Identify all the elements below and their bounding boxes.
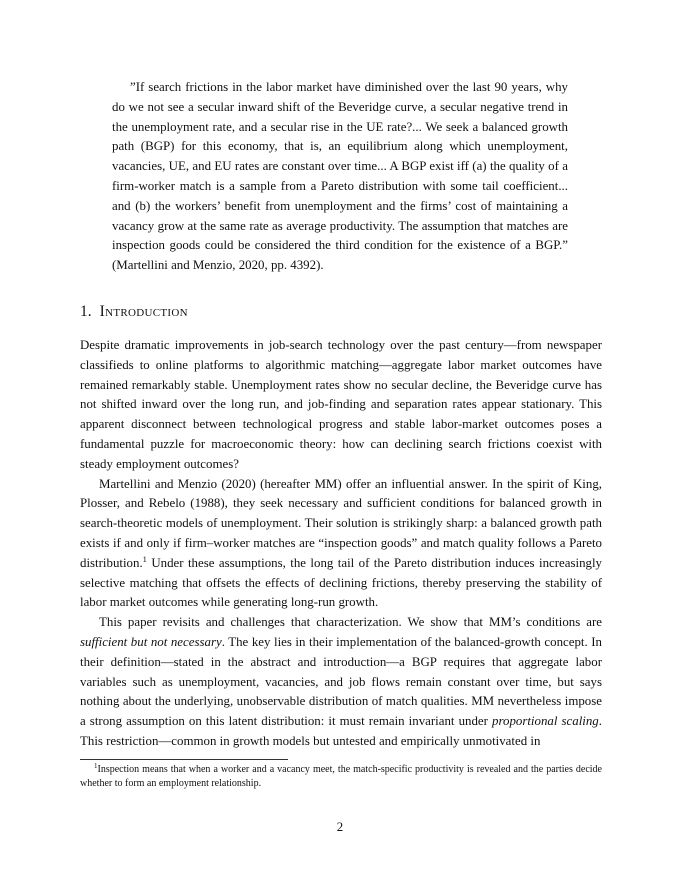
section-title: Introduction: [99, 303, 188, 320]
footnote-text: Inspection means that when a worker and a vacancy meet, the match-specific productivity is revealed and the parties decide whether to form an employment relationship.: [80, 764, 602, 789]
paragraph-2: [80, 475, 602, 614]
section-number: 1.: [80, 303, 92, 320]
paragraph-1: Despite dramatic improvements in job-search technology over the past century—from newspaper classifieds to online platforms to algorithmic matching—aggregate labor market outcomes have remained remarkably stable. Unemployment rates show no secular decline, the Beveridge curve has not shifted inward over the long run, and job-finding and separation rates appear stationary. This apparent disconnect between technological progress and stable labor-market outcomes poses a fundamental puzzle for macroeconomic theory: how can declining search frictions coexist with steady employment outcomes?: [80, 338, 602, 471]
paragraph-3-text-a: This paper revisits and challenges that characterization. We show that MM’s conditions are: [99, 615, 602, 630]
paragraph-3-emphasis-2: proportional scaling: [492, 714, 599, 729]
paragraph-3-text-b: . The key lies in their implementation of the balanced-growth concept. In their definition—stated in the abstract and introduction—a BGP requires that aggregate labor variables such as unemployment, vacancies, and job flows remain constant over time, but says nothing about the underlying, unobservable distribution of match qualities. MM nevertheless impose a strong assumption on this latent distribution: it must remain invariant under: [80, 634, 602, 729]
footnote-mark: 1: [94, 762, 98, 770]
footnote-divider: [80, 759, 288, 760]
epigraph-quote: [112, 78, 568, 276]
paragraph-2-text-a: Martellini and Menzio (2020) (hereafter MM) offer an influential answer. In the spirit of King, Plosser, and Rebelo (1988), they seek necessary and sufficient conditions for balanced growth in search-theoretic models of unemployment. Their solution is strikingly sharp: a balanced growth path exists if and only if firm–worker matches are “inspection goods” and match quality follows a Pareto distribution.: [80, 476, 602, 570]
section-heading: [80, 301, 188, 323]
footnote-reference[interactable]: 1: [142, 553, 147, 564]
page-number: 2: [336, 820, 344, 834]
paragraph-3-text-c: . This restriction—common in growth models but untested and empirically unmotivated in: [80, 714, 602, 748]
body-text: [80, 336, 602, 752]
paragraph-2-text-b: Under these assumptions, the long tail of the Pareto distribution induces increasingly selective matching that offsets the effects of declining frictions, thereby preserving the stability of labor market outcomes while generating long-run growth.: [80, 555, 602, 610]
footnote: [80, 763, 602, 791]
epigraph-text: ”If search frictions in the labor market have diminished over the last 90 years, why do we not see a secular inward shift of the Beveridge curve, a secular negative trend in the unemployment rate, and a secular rise in the UE rate?... We seek a balanced growth path (BGP) for this economy, that is, an equilibrium along which unemployment, vacancies, UE, and EU rates are constant over time... A BGP exist iff (a) the quality of a firm-worker match is a sample from a Pareto distribution with some tail coefficient... and (b) the workers’ benefit from unemployment and the firms’ cost of maintaining a vacancy grow at the same rate as average productivity. The assumption that matches are inspection goods could be considered the third condition for the existence of a BGP.” (Martellini and Menzio, 2020, pp. 4392).: [112, 80, 568, 273]
paragraph-3: [80, 613, 602, 752]
paragraph-3-emphasis-1: sufficient but not necessary: [80, 634, 222, 649]
